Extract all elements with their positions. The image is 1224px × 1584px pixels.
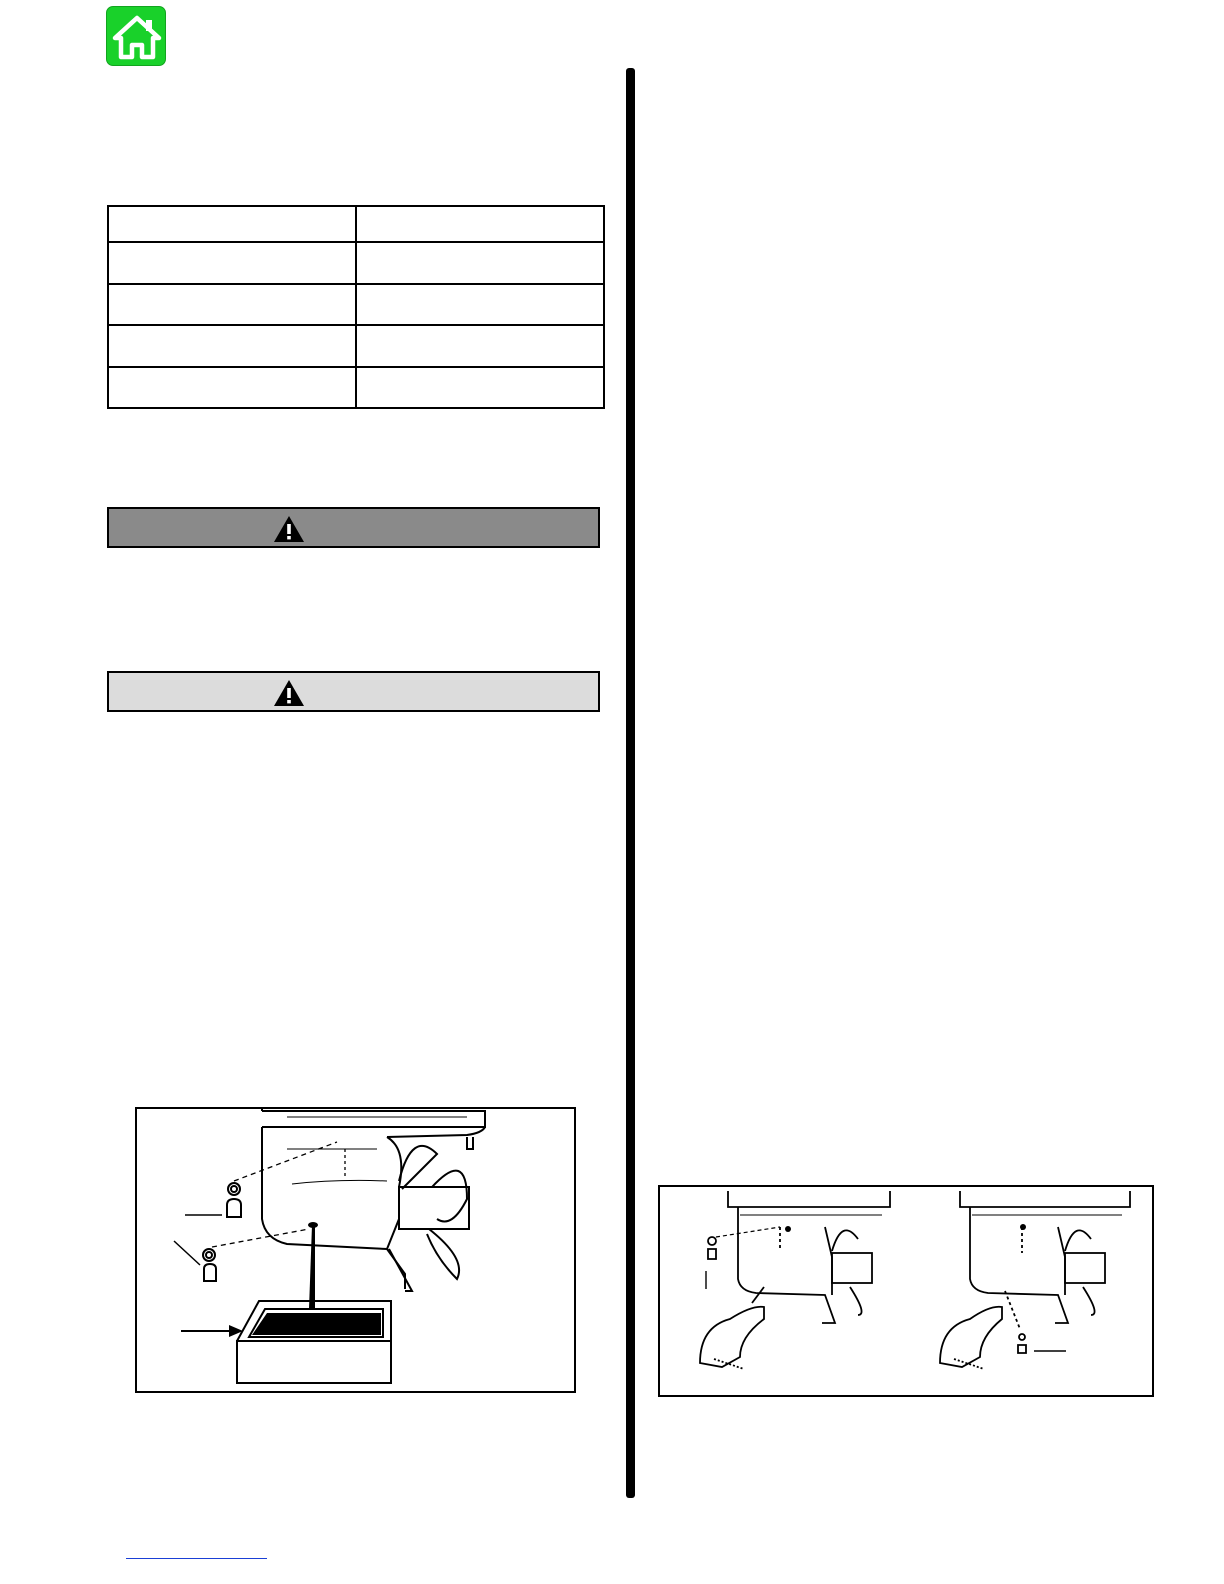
table-row (108, 367, 604, 408)
caution-banner (107, 671, 600, 712)
table-cell (356, 206, 604, 242)
column-divider (626, 68, 635, 1498)
gear-housing-fill-illustration (658, 1185, 1154, 1397)
warning-banner (107, 507, 600, 548)
spec-table (107, 205, 605, 409)
table-cell (356, 325, 604, 366)
footer-link[interactable] (126, 1558, 267, 1559)
warning-triangle-icon (273, 515, 305, 543)
drain-illustration-art (137, 1109, 574, 1391)
table-cell (356, 367, 604, 408)
table-row (108, 242, 604, 283)
table-cell (356, 284, 604, 325)
home-button[interactable] (106, 6, 166, 66)
table-cell (108, 242, 356, 283)
warning-triangle-icon (273, 679, 305, 707)
gear-housing-drain-illustration (135, 1107, 576, 1393)
table-cell (108, 367, 356, 408)
table-cell (108, 325, 356, 366)
table-row (108, 206, 604, 242)
table-row (108, 284, 604, 325)
table-cell (108, 206, 356, 242)
table-cell (356, 242, 604, 283)
table-row (108, 325, 604, 366)
home-icon (111, 11, 163, 63)
fill-illustration-art (660, 1187, 1152, 1395)
table-cell (108, 284, 356, 325)
